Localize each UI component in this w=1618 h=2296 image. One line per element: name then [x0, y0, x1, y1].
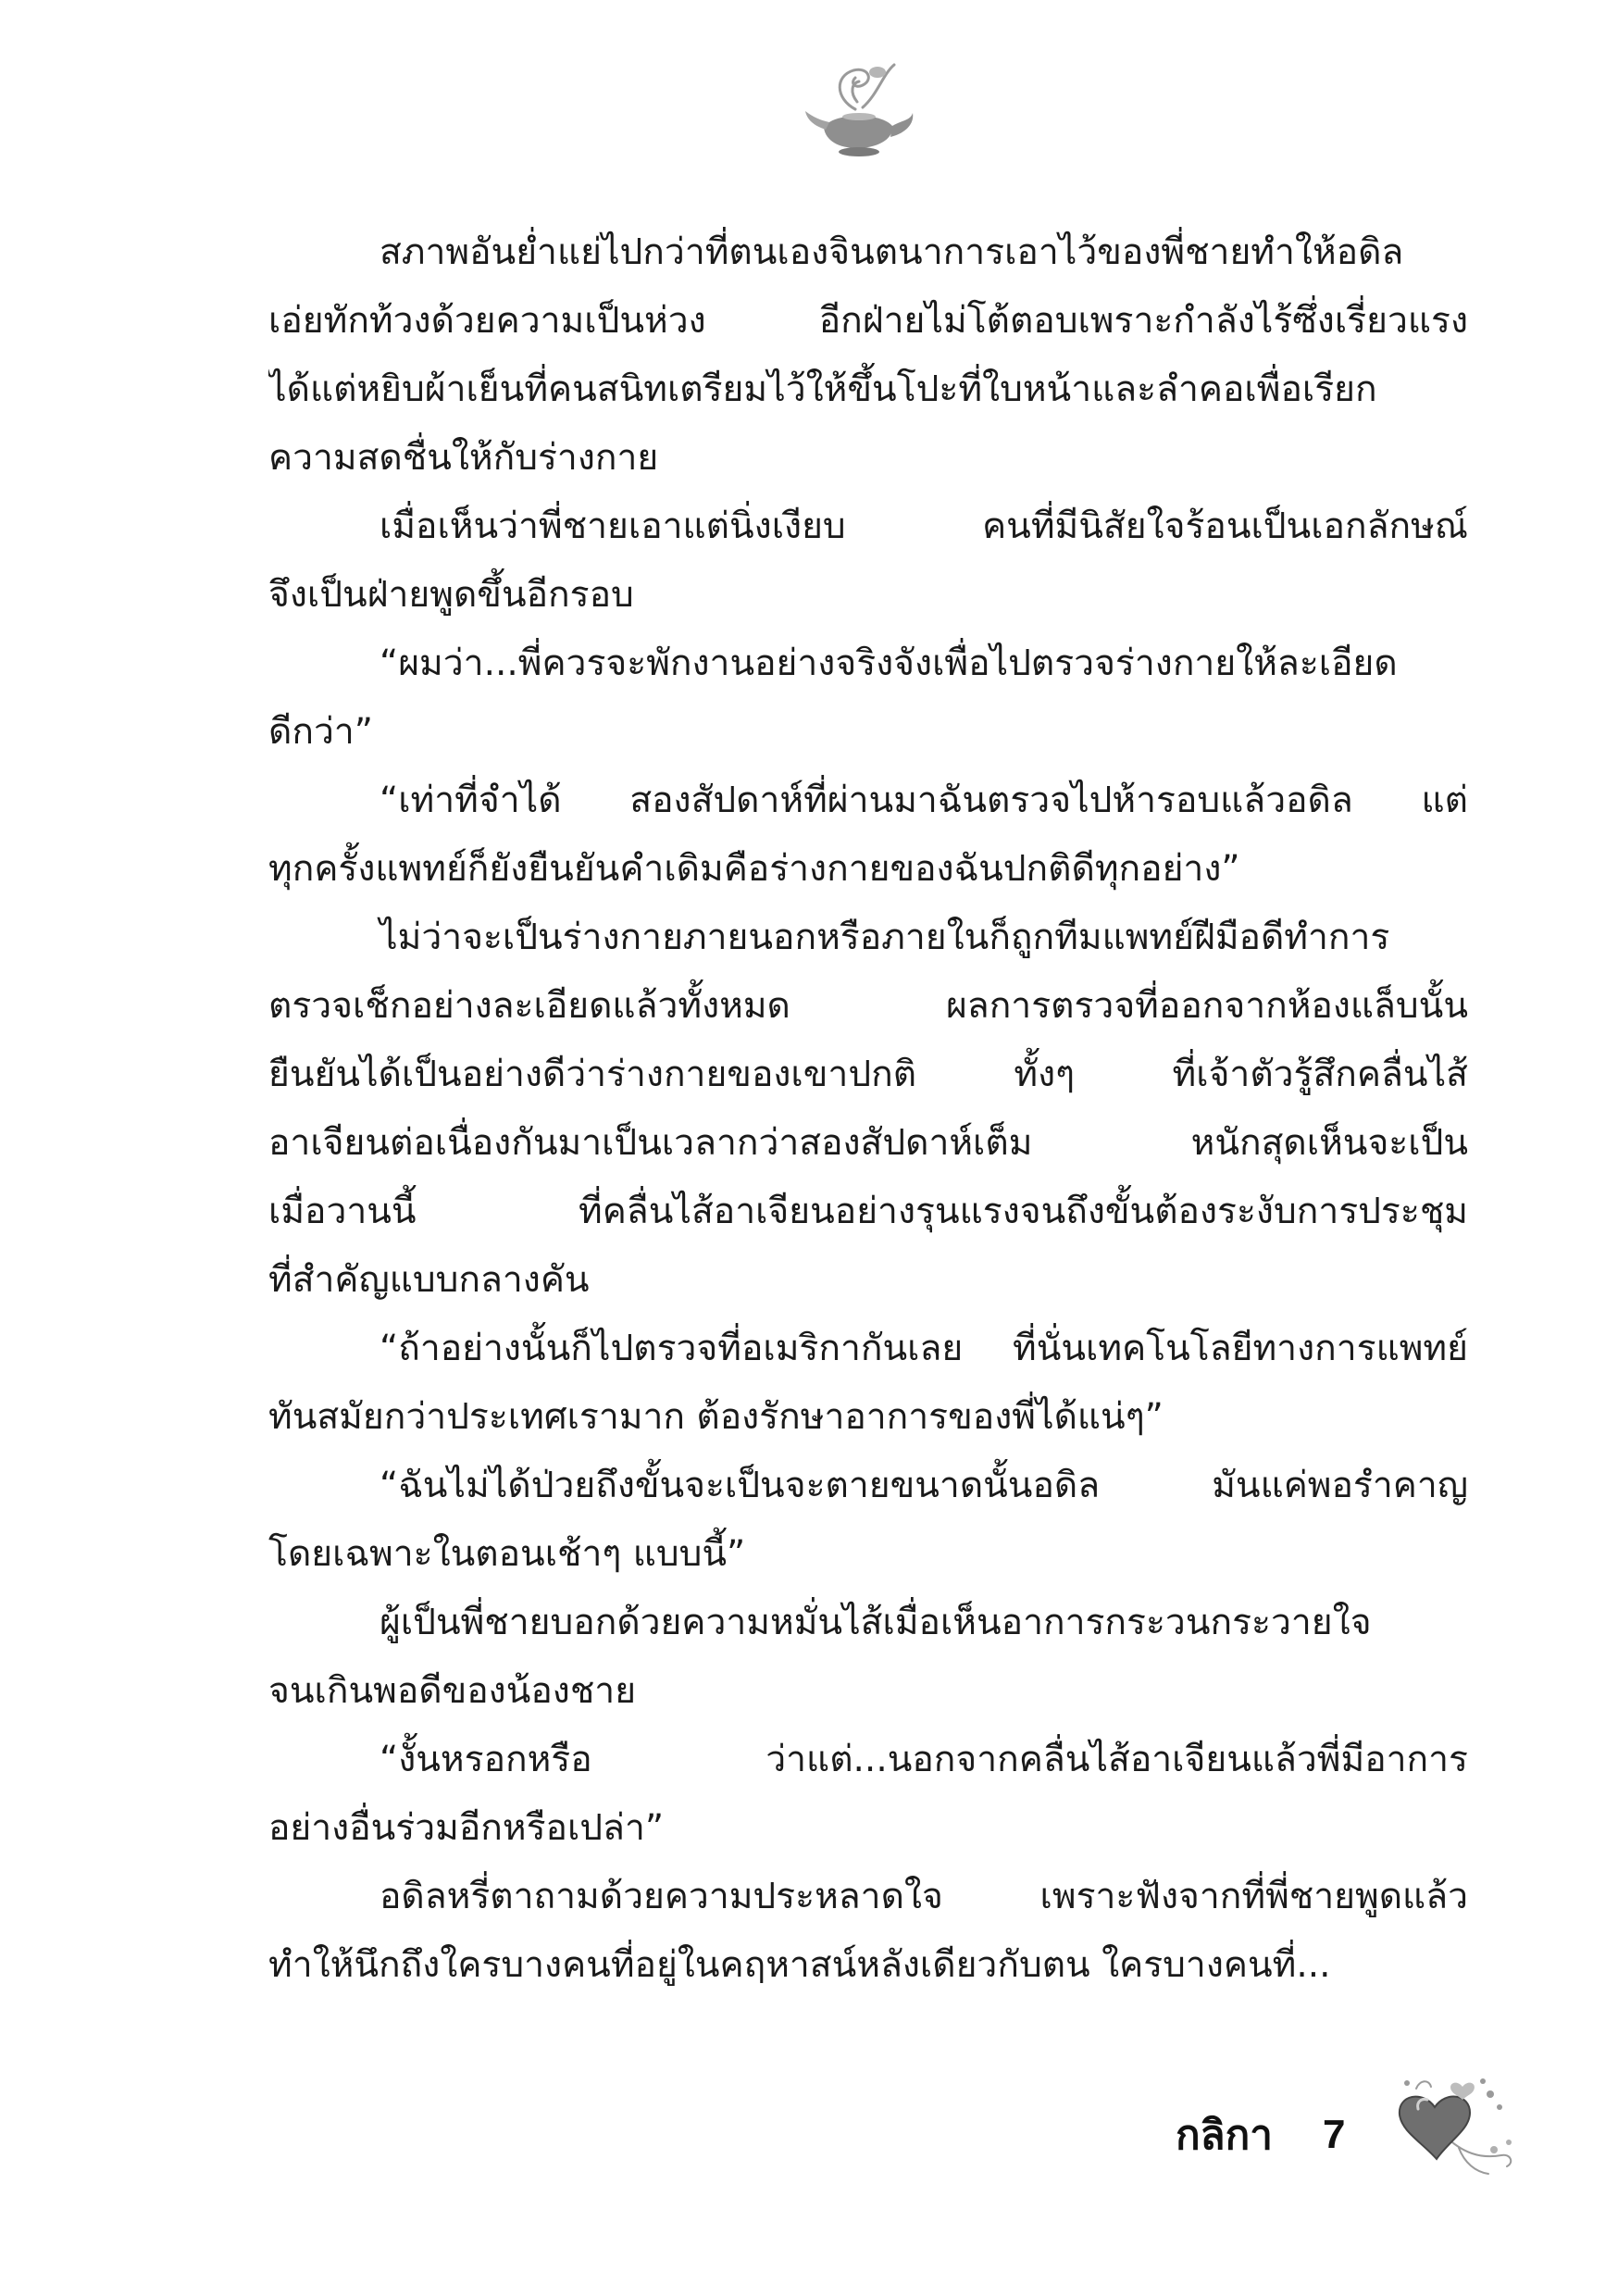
paragraph [268, 1315, 1468, 1452]
text-line: จึงเป็นฝ่ายพูดขึ้นอีกรอบ [268, 574, 634, 616]
text-line: สภาพอันย่ำแย่ไปกว่าที่ตนเองจินตนาการเอาไว้ของพี่ชายทำให้อดิล [380, 231, 1404, 273]
genie-lamp-icon [798, 56, 918, 167]
footer-title: กลิกา [1176, 2112, 1273, 2159]
text-line: อดิลหรี่ตาถามด้วยความประหลาดใจ เพราะฟังจากที่พี่ชายพูดแล้ว [380, 1876, 1468, 1917]
text-line: “ผมว่า...พี่ควรจะพักงานอย่างจริงจังเพื่อไปตรวจร่างกายให้ละเอียด [380, 643, 1398, 684]
paragraph [268, 904, 1468, 1315]
page-number: 7 [1322, 2112, 1346, 2157]
text-line: “งั้นหรอกหรือ ว่าแต่...นอกจากคลื่นไส้อาเจียนแล้วพี่มีอาการ [380, 1739, 1468, 1780]
text-line: “ถ้าอย่างนั้นก็ไปตรวจที่อเมริกากันเลย ที่นั่นเทคโนโลยีทางการแพทย์ [380, 1328, 1468, 1369]
text-line: เมื่อวานนี้ ที่คลื่นไส้อาเจียนอย่างรุนแรงจนถึงขั้นต้องระงับการประชุม [268, 1191, 1468, 1232]
paragraph [268, 1863, 1468, 2000]
text-line: ทำให้นึกถึงใครบางคนที่อยู่ในคฤหาสน์หลังเดียวกับตน ใครบางคนที่... [268, 1944, 1331, 1986]
text-line: ตรวจเช็กอย่างละเอียดแล้วทั้งหมด ผลการตรวจที่ออกจากห้องแล็บนั้น [268, 985, 1468, 1027]
text-line: ได้แต่หยิบผ้าเย็นที่คนสนิทเตรียมไว้ให้ขึ้นโปะที่ใบหน้าและลำคอเพื่อเรียก [268, 368, 1377, 410]
text-line: “ฉันไม่ได้ป่วยถึงขั้นจะเป็นจะตายขนาดนั้นอดิล มันแค่พอรำคาญ [380, 1465, 1468, 1506]
paragraph [268, 767, 1468, 904]
body-text [268, 218, 1468, 2000]
paragraph [268, 1589, 1468, 1726]
text-line: ทุกครั้งแพทย์ก็ยังยืนยันคำเดิมคือร่างกายของฉันปกติดีทุกอย่าง” [268, 848, 1240, 890]
paragraph [268, 218, 1468, 493]
text-line: ยืนยันได้เป็นอย่างดีว่าร่างกายของเขาปกติ ทั้งๆ ที่เจ้าตัวรู้สึกคลื่นไส้ [268, 1054, 1468, 1095]
text-line: เอ่ยทักท้วงด้วยความเป็นห่วง อีกฝ่ายไม่โต้ตอบเพราะกำลังไร้ซึ่งเรี่ยวแรง [268, 300, 1468, 342]
paragraph [268, 1726, 1468, 1863]
text-line: อาเจียนต่อเนื่องกันมาเป็นเวลากว่าสองสัปดาห์เต็ม หนักสุดเห็นจะเป็น [268, 1122, 1468, 1164]
text-line: เมื่อเห็นว่าพี่ชายเอาแต่นิ่งเงียบ คนที่มีนิสัยใจร้อนเป็นเอกลักษณ์ [380, 505, 1468, 547]
text-line: ไม่ว่าจะเป็นร่างกายภายนอกหรือภายในก็ถูกทีมแพทย์ฝีมือดีทำการ [380, 917, 1390, 958]
text-line: โดยเฉพาะในตอนเช้าๆ แบบนี้” [268, 1533, 746, 1575]
paragraph [268, 493, 1468, 630]
text-line: อย่างอื่นร่วมอีกหรือเปล่า” [268, 1807, 665, 1849]
text-line: ความสดชื่นให้กับร่างกาย [268, 437, 659, 479]
text-line: “เท่าที่จำได้ สองสัปดาห์ที่ผ่านมาฉันตรวจไปห้ารอบแล้วอดิล แต่ [380, 780, 1468, 821]
heart-ornament-icon [1379, 2070, 1518, 2190]
paragraph [268, 1452, 1468, 1589]
text-line: ที่สำคัญแบบกลางคัน [268, 1259, 590, 1301]
text-line: ทันสมัยกว่าประเทศเรามาก ต้องรักษาอาการของพี่ได้แน่ๆ” [268, 1396, 1164, 1438]
text-line: ดีกว่า” [268, 711, 373, 753]
text-line: ผู้เป็นพี่ชายบอกด้วยความหมั่นไส้เมื่อเห็นอาการกระวนกระวายใจ [380, 1602, 1372, 1643]
text-line: จนเกินพอดีของน้องชาย [268, 1670, 637, 1712]
paragraph [268, 630, 1468, 767]
page-footer [1176, 2098, 1345, 2172]
